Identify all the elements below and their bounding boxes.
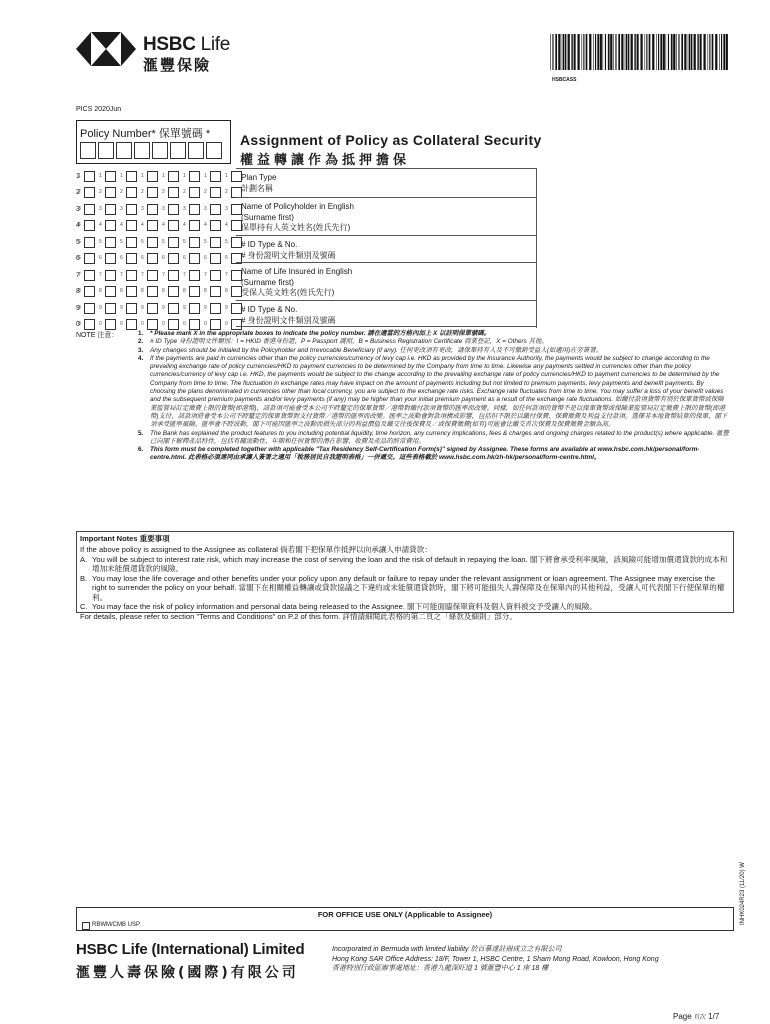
- rbwm-checkbox[interactable]: [82, 922, 90, 930]
- digit-row: [76, 284, 252, 301]
- note-item: 6. This form must be completed together with applicable "Tax Residency Self-Certification Form(s)" signed by Assignee. These forms are available at www.hsbc.com.hk/personal/form-centre.html. 此表格必須連同由承讓人簽署之適用「稅務居民自我證明表格」一併遞交。這些表格載於 www.hsbc.com.hk/zh-hk/personal/form-centre.html。: [138, 446, 700, 462]
- barcode-bar: [577, 34, 579, 70]
- digit-checkbox[interactable]: [210, 286, 221, 297]
- digit-checkbox[interactable]: [210, 220, 221, 231]
- digit-checkbox[interactable]: [84, 286, 95, 297]
- barcode-bar: [700, 34, 702, 70]
- digit-checkbox[interactable]: [168, 286, 179, 297]
- digit-checkbox[interactable]: [84, 253, 95, 264]
- page-number: Page 頁次 1/7: [673, 1012, 720, 1021]
- digit-row-number: 8: [76, 288, 80, 296]
- barcode-bar: [558, 34, 560, 70]
- digit-checkbox[interactable]: [126, 319, 137, 330]
- digit-checkbox[interactable]: [168, 187, 179, 198]
- barcode-bar: [552, 34, 553, 70]
- important-notes-heading: Important Notes 重要事項: [80, 534, 170, 543]
- barcode-bar: [603, 34, 604, 70]
- digit-row-number: 0: [76, 321, 80, 329]
- policy-digit-cell[interactable]: [134, 142, 150, 159]
- digit-checkbox[interactable]: [126, 303, 137, 314]
- company-name-cn: 滙豐人壽保險(國際)有限公司: [76, 965, 299, 981]
- digit-checkbox[interactable]: [189, 319, 200, 330]
- barcode-bar: [583, 34, 584, 70]
- barcode-bar: [572, 34, 573, 70]
- barcode-bar: [698, 34, 699, 70]
- digit-checkbox[interactable]: [105, 187, 116, 198]
- digit-checkbox[interactable]: [126, 220, 137, 231]
- digit-checkbox[interactable]: [168, 204, 179, 215]
- barcode-bar: [550, 34, 551, 70]
- digit-checkbox[interactable]: [105, 286, 116, 297]
- form-code: PICS 2020Jun: [76, 106, 122, 113]
- barcode-bar: [586, 34, 588, 70]
- digit-row: [76, 234, 252, 251]
- barcode-bar: [709, 34, 710, 70]
- digit-checkbox[interactable]: [105, 303, 116, 314]
- digit-checkbox[interactable]: [126, 253, 137, 264]
- digit-checkbox[interactable]: [147, 204, 158, 215]
- barcode-bar: [668, 34, 669, 70]
- digit-checkbox[interactable]: [84, 270, 95, 281]
- digit-checkbox[interactable]: [168, 171, 179, 182]
- barcode-bar: [595, 34, 596, 70]
- digit-checkbox[interactable]: [189, 171, 200, 182]
- barcode-bar: [608, 34, 610, 70]
- digit-checkbox[interactable]: [189, 303, 200, 314]
- digit-row: [76, 267, 252, 284]
- digit-checkbox[interactable]: [126, 270, 137, 281]
- policy-digit-cell[interactable]: [152, 142, 168, 159]
- life-insured-name-field[interactable]: Name of Life Insured in English (Surname first) 受保人英文姓名(姓氏先行): [236, 262, 536, 300]
- policy-digit-cell[interactable]: [116, 142, 132, 159]
- policy-digit-cell[interactable]: [206, 142, 222, 159]
- digit-checkbox[interactable]: [189, 187, 200, 198]
- digit-checkbox[interactable]: [126, 286, 137, 297]
- digit-checkbox[interactable]: [84, 319, 95, 330]
- note-item: 3. Any changes should be initialed by the Policyholder and Irrevocable Beneficiary (if any). 任何更改須有更改，請保單持有人及不可撤銷受益人(如適用)在旁簽署。: [138, 346, 603, 354]
- barcode-bar: [671, 34, 673, 70]
- digit-checkbox[interactable]: [210, 303, 221, 314]
- digit-checkbox[interactable]: [84, 220, 95, 231]
- policy-number-cells: [80, 142, 224, 159]
- barcode-bar: [589, 34, 591, 70]
- digit-checkbox[interactable]: [84, 171, 95, 182]
- digit-row: [76, 201, 252, 218]
- digit-checkbox[interactable]: [210, 204, 221, 215]
- barcode-bar: [703, 34, 705, 70]
- notes-list: [138, 330, 730, 463]
- policy-digit-cell[interactable]: [188, 142, 204, 159]
- digit-checkbox[interactable]: [168, 237, 179, 248]
- document-title-cn: 權益轉讓作為抵押擔保: [240, 153, 411, 168]
- digit-row-number: 2: [76, 189, 80, 197]
- digit-checkbox[interactable]: [84, 237, 95, 248]
- brand-name: HSBC Life: [143, 34, 231, 55]
- policy-digit-grid: [76, 168, 252, 333]
- important-item: A. You will be subject to interest rate risk, which may increase the cost of serving the loan and the risk of default in repaying the loan. 閣下將會承受利率風險，該風險可能增加償還貸款的成本和增加未能償還貸款的風險。: [80, 554, 728, 573]
- barcode-bar: [597, 34, 599, 70]
- digit-checkbox[interactable]: [147, 253, 158, 264]
- barcode-bar: [689, 34, 690, 70]
- digit-checkbox[interactable]: [147, 187, 158, 198]
- important-notes-body: [80, 545, 730, 621]
- digit-checkbox[interactable]: [126, 171, 137, 182]
- barcode-bar: [694, 34, 696, 70]
- digit-row-number: 7: [76, 271, 80, 279]
- policyholder-id-field[interactable]: # ID Type & No. # 身份證明文件類別及號碼: [236, 235, 536, 262]
- barcode-bar: [571, 34, 572, 70]
- barcode: [550, 34, 730, 70]
- barcode-bar: [610, 34, 612, 70]
- field-input-area[interactable]: [536, 168, 732, 328]
- barcode-bar: [625, 34, 626, 70]
- office-use-title: FOR OFFICE USE ONLY (Applicable to Assignee): [317, 910, 493, 919]
- brand-name-cn: 滙豐保險: [143, 56, 212, 74]
- barcode-bar: [719, 34, 720, 70]
- digit-checkbox[interactable]: [210, 237, 221, 248]
- digit-row-number: 5: [76, 238, 80, 246]
- digit-checkbox[interactable]: [147, 319, 158, 330]
- digit-row-number: 1: [76, 172, 80, 180]
- policy-details-fields: [236, 168, 536, 327]
- incorporation-info: Incorporated in Bermuda with limited liability 於百慕達註冊成立之有限公司 Hong Kong SAR Office Address: 18/F, Tower 1, HSBC Centre, 1 Sham Mong Road, Kowloon, Hong Kong 香港特別行政區辦事處地址：香港九龍深旺道 1 號滙豐中心 1 座 18 樓: [332, 946, 659, 973]
- digit-row-number: 4: [76, 222, 80, 230]
- barcode-bar: [563, 34, 564, 70]
- important-item: C. You may face the risk of policy information and personal data being released to the Assignee. 閣下可能面臨保單資料及個人資料被交予受讓人的風險。: [80, 602, 597, 611]
- barcode-bar: [618, 34, 620, 70]
- digit-checkbox[interactable]: [105, 237, 116, 248]
- digit-checkbox[interactable]: [210, 270, 221, 281]
- barcode-bar: [637, 34, 639, 70]
- document-title: Assignment of Policy as Collateral Security: [240, 132, 542, 148]
- digit-checkbox[interactable]: [84, 303, 95, 314]
- digit-checkbox[interactable]: [189, 204, 200, 215]
- barcode-bar: [721, 34, 722, 70]
- digit-checkbox[interactable]: [126, 204, 137, 215]
- digit-checkbox[interactable]: [168, 270, 179, 281]
- barcode-bar: [634, 34, 635, 70]
- barcode-bar: [723, 34, 725, 70]
- barcode-bar: [666, 34, 667, 70]
- digit-row: [76, 251, 252, 268]
- digit-checkbox[interactable]: [126, 237, 137, 248]
- barcode-bar: [660, 34, 662, 70]
- digit-checkbox[interactable]: [189, 237, 200, 248]
- barcode-bar: [600, 34, 602, 70]
- barcode-bar: [628, 34, 630, 70]
- digit-checkbox[interactable]: [168, 220, 179, 231]
- digit-checkbox[interactable]: [105, 171, 116, 182]
- digit-checkbox[interactable]: [105, 270, 116, 281]
- barcode-bar: [568, 34, 570, 70]
- barcode-bar: [582, 34, 583, 70]
- barcode-bar: [613, 34, 614, 70]
- digit-checkbox[interactable]: [105, 319, 116, 330]
- digit-checkbox[interactable]: [210, 187, 221, 198]
- digit-checkbox[interactable]: [147, 220, 158, 231]
- life-insured-id-field[interactable]: # ID Type & No. # 身份證明文件類別及號碼: [236, 300, 536, 327]
- digit-checkbox[interactable]: [105, 220, 116, 231]
- barcode-bar: [605, 34, 606, 70]
- rbwm-checkbox-label: RBWM/CMB USP: [92, 922, 140, 928]
- barcode-bar: [652, 34, 654, 70]
- digit-row: [76, 300, 252, 317]
- barcode-bar: [615, 34, 616, 70]
- barcode-bar: [663, 34, 665, 70]
- barcode-bar: [574, 34, 576, 70]
- barcode-label: HSBCASS: [552, 77, 577, 83]
- barcode-bar: [708, 34, 709, 70]
- barcode-bar: [658, 34, 659, 70]
- barcode-bar: [645, 34, 646, 70]
- note-item: 5. The Bank has explained the product features to you including potential liquidity, time horizon, any currency implications, fees & charges and ongoing charges related to the product(s) where applicable. 滙豐已向閣下解釋產品特性，包括有關流動性、年期和任何貨幣的潛在影響、收費及產品的經常費用。: [138, 429, 729, 445]
- digit-checkbox[interactable]: [105, 253, 116, 264]
- barcode-bar: [656, 34, 657, 70]
- company-name: HSBC Life (International) Limited: [76, 941, 305, 958]
- barcode-bar: [681, 34, 683, 70]
- digit-checkbox[interactable]: [189, 220, 200, 231]
- barcode-bar: [626, 34, 627, 70]
- digit-checkbox[interactable]: [168, 303, 179, 314]
- digit-checkbox[interactable]: [147, 303, 158, 314]
- important-outro: For details, please refer to section "Terms and Conditions" on P.2 of this form. 詳情請細閱此表格的第二頁之「條款及細則」部分。: [80, 611, 517, 621]
- policy-digit-cell[interactable]: [80, 142, 96, 159]
- policy-number-label: Policy Number* 保單號碼 *: [80, 128, 211, 140]
- plan-type-field[interactable]: Plan Type 計劃名稱: [236, 168, 536, 197]
- barcode-bar: [715, 34, 717, 70]
- policyholder-name-field[interactable]: Name of Policyholder in English (Surname first) 保單持有人英文姓名(姓氏先行): [236, 197, 536, 235]
- barcode-bar: [673, 34, 675, 70]
- form-side-code: INHK024R23 (11/20) W: [740, 862, 746, 925]
- barcode-bar: [649, 34, 651, 70]
- policy-digit-cell[interactable]: [98, 142, 114, 159]
- digit-checkbox[interactable]: [147, 286, 158, 297]
- barcode-bar: [562, 34, 563, 70]
- barcode-bar: [621, 34, 623, 70]
- digit-row: [76, 168, 252, 185]
- barcode-bar: [555, 34, 557, 70]
- digit-row-number: 9: [76, 304, 80, 312]
- barcode-bar: [726, 34, 728, 70]
- note-item: 1. * Please mark X in the appropriate boxes to indicate the policy number. 請在適當的方格內加上 X 以註明保單號碼。: [138, 330, 491, 337]
- digit-checkbox[interactable]: [147, 270, 158, 281]
- digit-row: [76, 218, 252, 235]
- barcode-bar: [688, 34, 689, 70]
- important-intro: If the above policy is assigned to the Assignee as collateral 倘若閣下把保單作抵押以向承讓人申請貸款：: [80, 545, 432, 554]
- barcode-bar: [676, 34, 677, 70]
- digit-checkbox[interactable]: [84, 204, 95, 215]
- barcode-bar: [678, 34, 679, 70]
- digit-checkbox[interactable]: [147, 237, 158, 248]
- barcode-bar: [684, 34, 686, 70]
- barcode-bar: [646, 34, 647, 70]
- barcode-bar: [593, 34, 594, 70]
- barcode-bar: [640, 34, 642, 70]
- digit-checkbox[interactable]: [210, 171, 221, 182]
- note-label: NOTE 注意：: [76, 332, 119, 339]
- digit-checkbox[interactable]: [147, 171, 158, 182]
- digit-checkbox[interactable]: [168, 319, 179, 330]
- digit-row-number: 6: [76, 255, 80, 263]
- digit-checkbox[interactable]: [168, 253, 179, 264]
- policy-digit-cell[interactable]: [170, 142, 186, 159]
- digit-checkbox[interactable]: [126, 187, 137, 198]
- digit-checkbox[interactable]: [189, 270, 200, 281]
- digit-row-number: 3: [76, 205, 80, 213]
- important-item: B. You may lose the life coverage and other benefits under your policy upon any default or failure to repay under the relevant assignment or loan agreement. The Assignee may exercise the right to surrender the policy on your behalf. 當閣下在相關權益轉讓或貸款協議之下違約或未能償還貸款時，閣下將可能損失人壽保障及在保單內的其他利益，受讓人可代表閣下行使保單的權利。: [80, 573, 725, 602]
- digit-checkbox[interactable]: [189, 253, 200, 264]
- barcode-bar: [697, 34, 698, 70]
- digit-checkbox[interactable]: [210, 319, 221, 330]
- barcode-bar: [631, 34, 633, 70]
- note-item: 2. # ID Type 身份證明文件類別：I = HKID 香港身份證，P = Passport 護照，B = Business Registration Certificate 商業登記，X = Others 其他。: [138, 338, 548, 346]
- digit-row: [76, 185, 252, 202]
- digit-checkbox[interactable]: [105, 204, 116, 215]
- barcode-bar: [691, 34, 693, 70]
- hsbc-hexagon-logo: [76, 32, 136, 66]
- digit-checkbox[interactable]: [189, 286, 200, 297]
- digit-checkbox[interactable]: [210, 253, 221, 264]
- barcode-bar: [712, 34, 714, 70]
- note-item: 4. If the payments are paid in currencies other than the policy currencies/currency of levy cap i.e. HKD as provided by the Insurance Authority, the payments would be subject to change according to the prevailing exchange rate of policy currencies/HKD to payment currencies to be determined by the Company from time to time. Likewise any payments settled in currencies other than the policy currencies/currency of levy cap i.e. HKD, the payments would be subject to the change according to the prevailing exchange rate of policy currencies/HKD to payment currencies to be determined by the Company from time to time. The fluctuation in exchange rates may have impact on the amount of payments including but not limited to premium payments, levy payments and benefit payments. By choosing the plans denominated in currencies other than local currency, you are subject to the exchange rate risks. Exchange rate fluctuates from time to time. You may suffer a loss of your benefit values and the subsequent premium payments and/or levy payments (if any) may be higher than your initial premium payment as a result of the exchange rate fluctuations. 如繳付款項貨幣有別於保單貨幣或保險業監管局訂定徵費上限的貨幣(即港幣)，該款項可能會受本公司不時釐定的保單貨幣／港幣對繳付款項貨幣的匯率而改變。同樣，如任何款項的貨幣不是以保單貨幣或保險業監管局訂定徵費上限的貨幣(即港幣)支付，該款項將會受本公司不時釐定的保單貨幣對支付貨幣／港幣的匯率而改變。匯率之波動會對款項構成影響，包括但不限於以繳付保費、保費徵費及利益支付款項。選擇非本地貨幣結算的保單，閣下須承受匯率風險。匯率會不時波動，閣下可能因匯率之波動而損失部分的利益價值及繳交往後保費及／或保費徵費(如有)可能會比繳交首次保費及保費徵費金額為高。: [138, 354, 728, 429]
- digit-checkbox[interactable]: [84, 187, 95, 198]
- barcode-bar: [565, 34, 567, 70]
- barcode-bar: [635, 34, 636, 70]
